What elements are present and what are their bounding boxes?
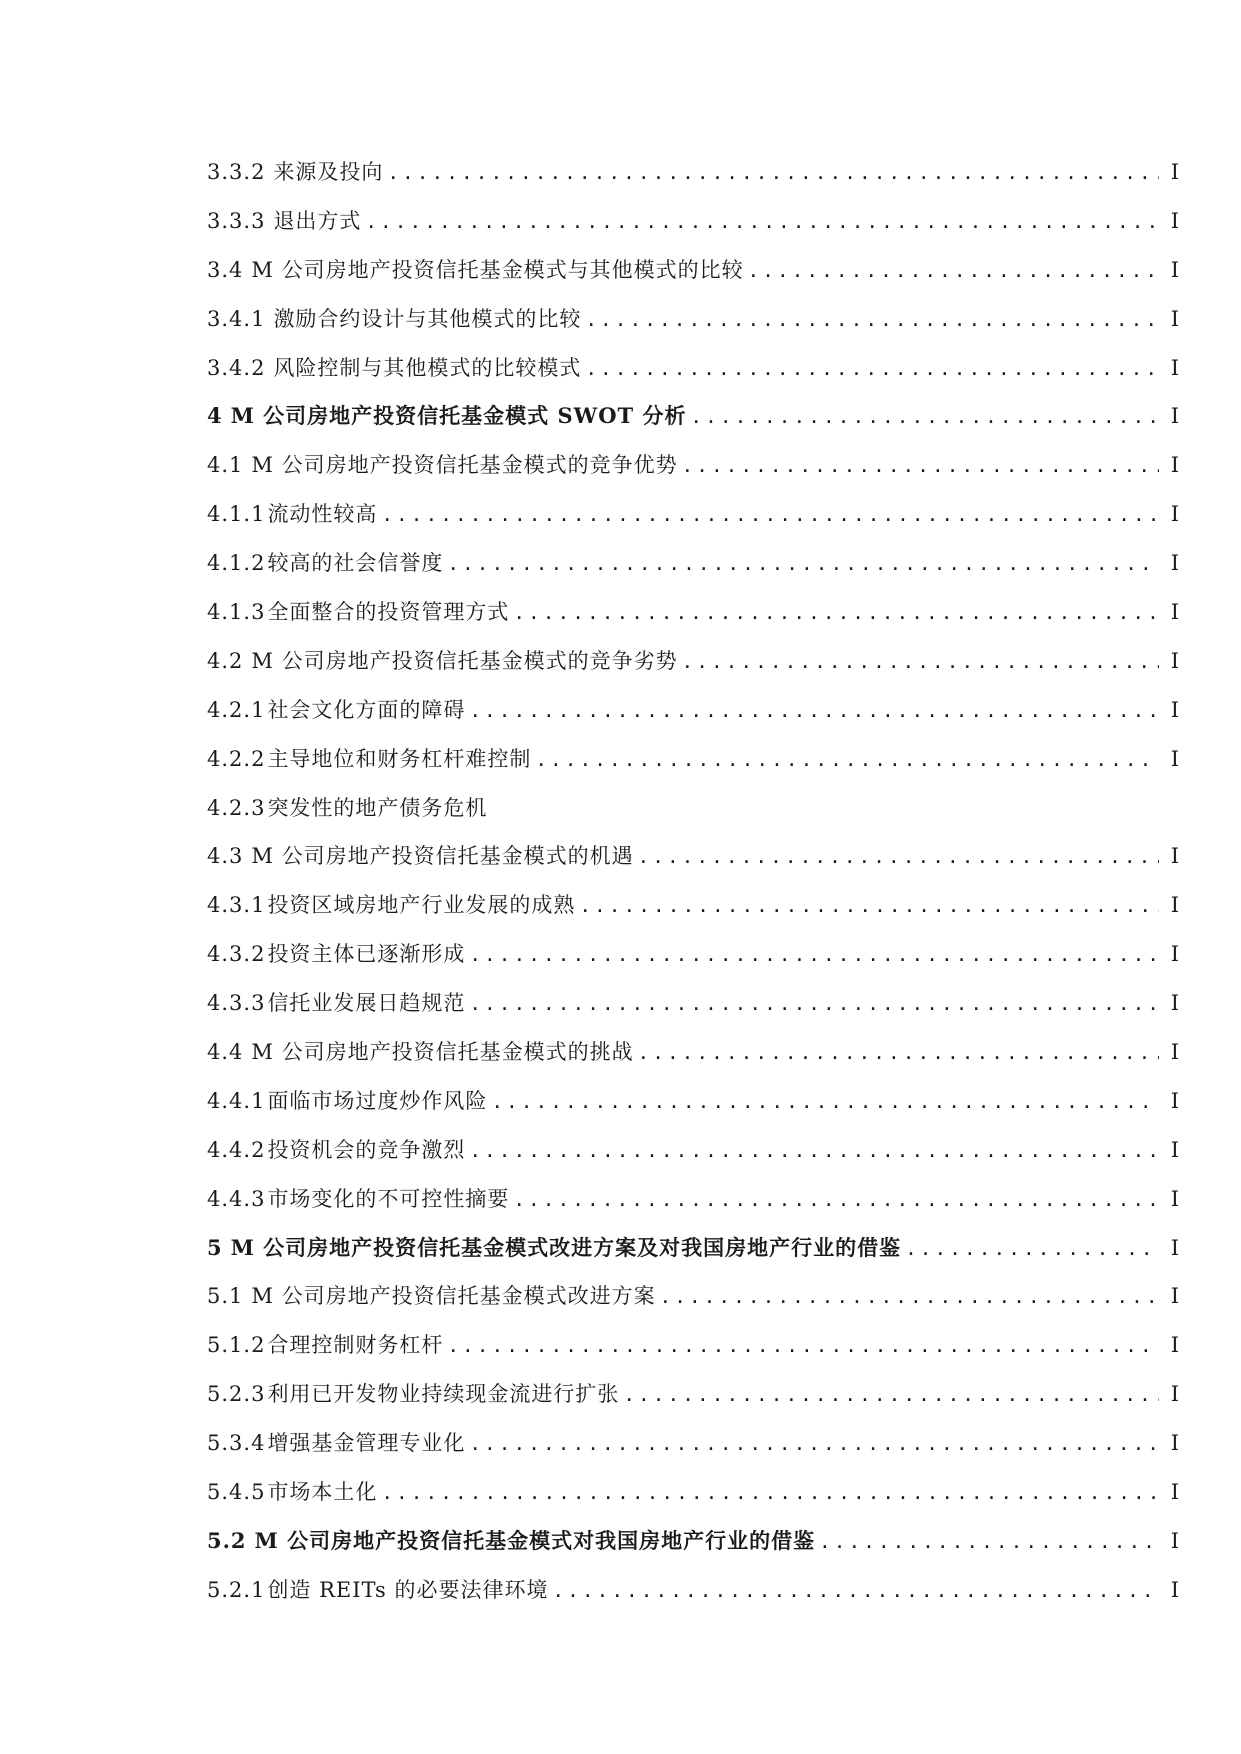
toc-dot-leader — [585, 296, 1159, 345]
toc-dot-leader — [469, 1420, 1159, 1469]
toc-entry-title: 风险控制与其他模式的比较模式 — [273, 355, 582, 380]
toc-entry[interactable] — [207, 1468, 1179, 1517]
toc-entry-page: I — [1170, 1333, 1179, 1358]
toc-entry[interactable] — [207, 1028, 1179, 1077]
toc-entry[interactable] — [207, 930, 1179, 979]
toc-entry-page: I — [1170, 551, 1179, 576]
toc-entry[interactable] — [207, 588, 1179, 637]
toc-entry-title: M 公司房地产投资信托基金模式与其他模式的比较 — [251, 257, 744, 282]
toc-entry-title: M 公司房地产投资信托基金模式改进方案 — [251, 1284, 656, 1309]
toc-entry-number: 4.4.1 — [207, 1088, 266, 1113]
toc-dot-leader — [469, 687, 1159, 736]
toc-entry-title: 创造 REITs 的必要法律环境 — [267, 1577, 549, 1602]
toc-entry-page: I — [1170, 991, 1179, 1016]
toc-entry-number: 4.3 — [207, 844, 244, 869]
toc-entry[interactable] — [207, 1224, 1179, 1273]
toc-entry-page: I — [1170, 502, 1179, 527]
toc-entry-number: 5.4.5 — [207, 1480, 266, 1505]
toc-entry-page: I — [1170, 1284, 1179, 1309]
toc-entry[interactable] — [207, 1126, 1179, 1175]
toc-entry-number: 4.2.3 — [207, 795, 266, 820]
toc-entry[interactable] — [207, 1370, 1179, 1419]
toc-entry-page: I — [1170, 160, 1179, 184]
toc-entry[interactable] — [207, 735, 1179, 784]
toc-entry-number: 3.4.2 — [207, 355, 266, 380]
toc-dot-leader — [491, 1078, 1159, 1127]
toc-entry-title: 市场变化的不可控性摘要 — [267, 1186, 510, 1211]
toc-entry-number: 3.4 — [207, 257, 244, 282]
toc-dot-leader — [623, 1371, 1159, 1420]
toc-entry-number: 4.4.3 — [207, 1186, 266, 1211]
toc-entry-title: 合理控制财务杠杆 — [267, 1333, 444, 1358]
toc-entry[interactable] — [207, 1321, 1179, 1370]
toc-entry-title: 较高的社会信誉度 — [267, 551, 444, 576]
toc-entry-page: I — [1170, 746, 1179, 771]
toc-entry-page: I — [1170, 1137, 1179, 1162]
toc-entry[interactable] — [207, 1419, 1179, 1468]
toc-entry[interactable] — [207, 392, 1179, 441]
toc-entry-title: 退出方式 — [273, 208, 362, 233]
toc-entry-number: 5.2.3 — [207, 1382, 266, 1407]
toc-entry-number: 4.1.1 — [207, 502, 266, 527]
toc-dot-leader — [638, 833, 1159, 882]
toc-entry-number: 4.1 — [207, 453, 244, 478]
toc-entry-number: 4.3.3 — [207, 991, 266, 1016]
toc-entry[interactable] — [207, 344, 1179, 393]
toc-entry-page: I — [1170, 648, 1179, 673]
toc-entry[interactable] — [207, 1272, 1179, 1321]
toc-entry-title: 信托业发展日趋规范 — [267, 991, 466, 1016]
toc-entry-page: I — [1170, 1088, 1179, 1113]
toc-entry-title: M 公司房地产投资信托基金模式 SWOT 分析 — [230, 403, 687, 429]
toc-dot-leader — [585, 345, 1159, 394]
toc-entry-number: 5.2 — [207, 1527, 247, 1553]
toc-dot-leader — [469, 980, 1159, 1029]
toc-entry-title: 投资机会的竞争激烈 — [267, 1137, 466, 1162]
toc-entry-page: I — [1170, 1186, 1179, 1211]
toc-entry-number: 4.1.3 — [207, 600, 266, 625]
toc-entry-title: M 公司房地产投资信托基金模式的竞争劣势 — [251, 648, 678, 673]
toc-entry-number: 3.4.1 — [207, 306, 266, 331]
toc-entry-page: I — [1170, 600, 1179, 625]
toc-dot-leader — [905, 1225, 1159, 1274]
toc-entry-number: 4.2.1 — [207, 697, 266, 722]
toc-entry-title: M 公司房地产投资信托基金模式改进方案及对我国房地产行业的借鉴 — [230, 1234, 902, 1260]
toc-dot-leader — [638, 1029, 1159, 1078]
toc-entry-title: 市场本土化 — [267, 1480, 378, 1505]
toc-entry-number: 5.3.4 — [207, 1431, 266, 1456]
toc-entry-title: 流动性较高 — [267, 502, 378, 527]
toc-entry-title: M 公司房地产投资信托基金模式的竞争优势 — [251, 453, 678, 478]
toc-dot-leader — [365, 198, 1159, 247]
toc-entry[interactable] — [207, 148, 1179, 197]
toc-entry-title: 突发性的地产债务危机 — [267, 795, 488, 820]
toc-dot-leader — [748, 247, 1159, 296]
toc-dot-leader — [387, 149, 1159, 198]
toc-dot-leader — [690, 393, 1159, 442]
toc-entry[interactable] — [207, 197, 1179, 246]
toc-entry-number: 4.1.2 — [207, 551, 266, 576]
toc-entry-title: 利用已开发物业持续现金流进行扩张 — [267, 1382, 620, 1407]
toc-entry-page: I — [1170, 306, 1179, 331]
toc-entry[interactable] — [207, 881, 1179, 930]
toc-dot-leader — [579, 882, 1159, 931]
toc-entry-page: I — [1170, 697, 1179, 722]
toc-dot-leader — [552, 1567, 1159, 1616]
toc-entry-page: I — [1170, 208, 1179, 233]
toc-entry[interactable] — [207, 832, 1179, 881]
toc-dot-leader — [660, 1273, 1159, 1322]
toc-dot-leader — [819, 1518, 1159, 1567]
toc-entry-page: I — [1170, 942, 1179, 967]
table-of-contents — [207, 148, 1179, 1615]
toc-entry[interactable] — [207, 1517, 1179, 1566]
toc-entry-page: I — [1170, 453, 1179, 478]
toc-entry-title: 投资主体已逐渐形成 — [267, 942, 466, 967]
toc-entry[interactable] — [207, 784, 1179, 833]
toc-entry-page: I — [1170, 844, 1179, 869]
toc-entry[interactable] — [207, 1566, 1179, 1615]
toc-entry[interactable] — [207, 1175, 1179, 1224]
toc-entry-page: I — [1170, 257, 1179, 282]
toc-entry[interactable] — [207, 686, 1179, 735]
toc-entry-number: 4.3.2 — [207, 942, 266, 967]
toc-dot-leader — [447, 540, 1159, 589]
toc-entry-page: I — [1170, 1577, 1179, 1602]
toc-entry-title: M 公司房地产投资信托基金模式对我国房地产行业的借鉴 — [254, 1527, 816, 1553]
toc-entry-page: I — [1170, 1431, 1179, 1456]
toc-dot-leader — [469, 1127, 1159, 1176]
toc-dot-leader — [381, 1469, 1159, 1518]
toc-entry-number: 4.4.2 — [207, 1137, 266, 1162]
toc-entry-page: I — [1170, 355, 1179, 380]
toc-entry[interactable] — [207, 637, 1179, 686]
toc-entry-title: 主导地位和财务杠杆难控制 — [267, 746, 532, 771]
toc-dot-leader — [513, 1176, 1159, 1225]
toc-entry-number: 4.2 — [207, 648, 244, 673]
toc-dot-leader — [381, 491, 1159, 540]
toc-entry-number: 4.2.2 — [207, 746, 266, 771]
toc-dot-leader — [447, 1322, 1159, 1371]
toc-entry-number: 4 — [207, 403, 223, 429]
toc-entry-title: 面临市场过度炒作风险 — [267, 1088, 488, 1113]
toc-entry[interactable] — [207, 441, 1179, 490]
toc-entry[interactable] — [207, 539, 1179, 588]
toc-entry-title: 来源及投向 — [273, 160, 384, 184]
toc-entry-title: M 公司房地产投资信托基金模式的挑战 — [251, 1040, 634, 1065]
toc-entry-page: I — [1170, 1235, 1179, 1260]
toc-entry-number: 5.1.2 — [207, 1333, 266, 1358]
toc-entry-number: 5.2.1 — [207, 1577, 266, 1602]
toc-entry-title: 激励合约设计与其他模式的比较 — [273, 306, 582, 331]
toc-dot-leader — [682, 638, 1159, 687]
toc-dot-leader — [513, 589, 1159, 638]
toc-entry-page: I — [1170, 893, 1179, 918]
toc-entry[interactable] — [207, 246, 1179, 295]
toc-entry-number: 4.3.1 — [207, 893, 266, 918]
toc-entry[interactable] — [207, 295, 1179, 344]
toc-entry-number: 4.4 — [207, 1040, 244, 1065]
toc-entry-title: 全面整合的投资管理方式 — [267, 600, 510, 625]
toc-entry-number: 3.3.2 — [207, 160, 266, 184]
toc-entry[interactable] — [207, 1077, 1179, 1126]
toc-dot-leader — [682, 442, 1159, 491]
toc-entry-page: I — [1170, 1040, 1179, 1065]
toc-entry-number: 5.1 — [207, 1284, 244, 1309]
toc-dot-leader — [535, 736, 1159, 785]
toc-entry-title: M 公司房地产投资信托基金模式的机遇 — [251, 844, 634, 869]
toc-dot-leader — [469, 931, 1159, 980]
toc-entry-page: I — [1170, 404, 1179, 429]
toc-entry[interactable] — [207, 490, 1179, 539]
toc-entry-number: 5 — [207, 1234, 223, 1260]
toc-entry-title: 社会文化方面的障碍 — [267, 697, 466, 722]
toc-entry-title: 增强基金管理专业化 — [267, 1431, 466, 1456]
toc-entry-page: I — [1170, 1528, 1179, 1553]
toc-entry-page: I — [1170, 1480, 1179, 1505]
toc-entry-page: I — [1170, 1382, 1179, 1407]
toc-entry[interactable] — [207, 979, 1179, 1028]
toc-entry-number: 3.3.3 — [207, 208, 266, 233]
toc-entry-title: 投资区域房地产行业发展的成熟 — [267, 893, 576, 918]
